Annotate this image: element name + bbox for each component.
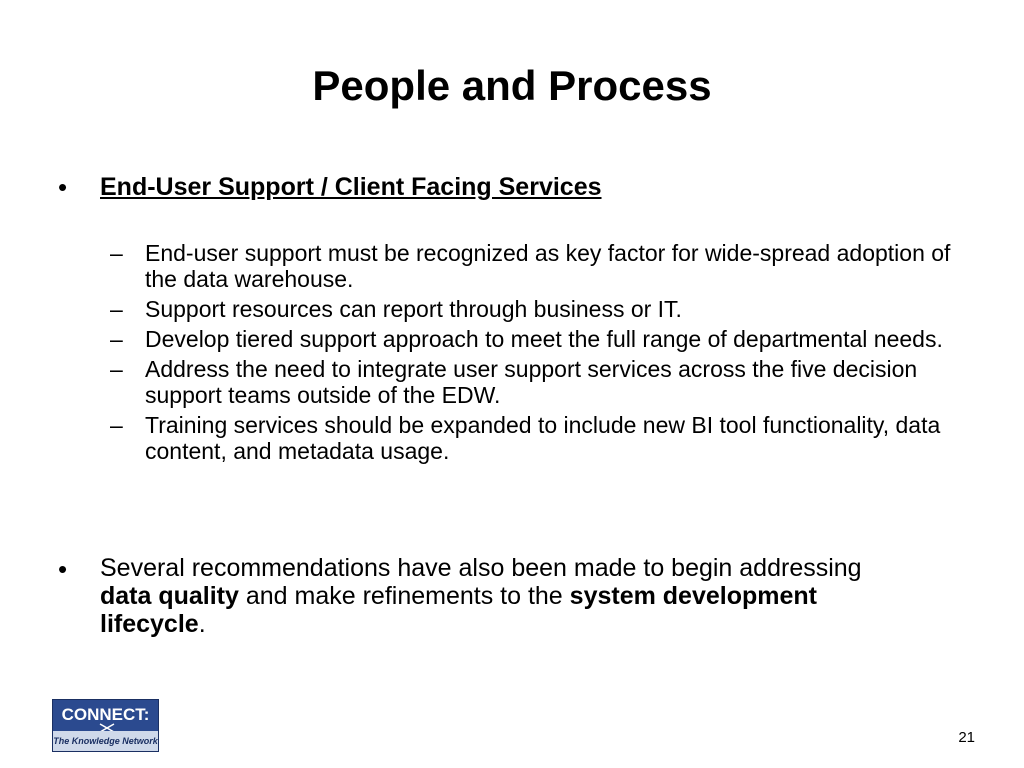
connect-logo xyxy=(52,699,159,752)
section-heading: End-User Support / Client Facing Services xyxy=(100,173,602,201)
sub-bullet-list xyxy=(110,240,970,468)
dash-marker: – xyxy=(110,326,123,352)
sub-bullet-text: Training services should be expanded to include new BI tool functionality, data content, and metadata usage. xyxy=(145,412,941,464)
dash-marker: – xyxy=(110,412,123,438)
sub-bullet-item xyxy=(110,326,970,352)
page-number: 21 xyxy=(958,729,975,746)
recommendations-paragraph xyxy=(100,554,900,638)
bullet-marker: • xyxy=(58,172,68,202)
sub-bullet-item xyxy=(110,356,970,408)
dash-marker: – xyxy=(110,356,123,382)
logo-name: CONNECT: xyxy=(61,705,150,724)
sub-bullet-item xyxy=(110,296,970,322)
bold-data-quality: data quality xyxy=(100,582,239,610)
slide-title: People and Process xyxy=(312,62,712,109)
paragraph-text: and make refinements to the xyxy=(238,582,570,610)
sub-bullet-text: Support resources can report through business or IT. xyxy=(145,296,682,322)
sub-bullet-item xyxy=(110,240,970,292)
dash-marker: – xyxy=(110,296,123,322)
sub-bullet-text: End-user support must be recognized as key factor for wide-spread adoption of the data warehouse. xyxy=(145,240,951,292)
bold-system-development-lifecycle: system development lifecycle xyxy=(100,582,817,638)
sub-bullet-item xyxy=(110,412,970,464)
logo-tagline: The Knowledge Network xyxy=(53,731,158,751)
sub-bullet-text: Address the need to integrate user support services across the five decision support teams outside of the EDW. xyxy=(145,356,918,408)
paragraph-text: Several recommendations have also been made to begin addressing xyxy=(100,554,862,582)
sub-bullet-text: Develop tiered support approach to meet the full range of departmental needs. xyxy=(145,326,943,352)
bullet-marker: • xyxy=(58,554,68,584)
dash-marker: – xyxy=(110,240,123,266)
paragraph-text: . xyxy=(198,610,206,638)
